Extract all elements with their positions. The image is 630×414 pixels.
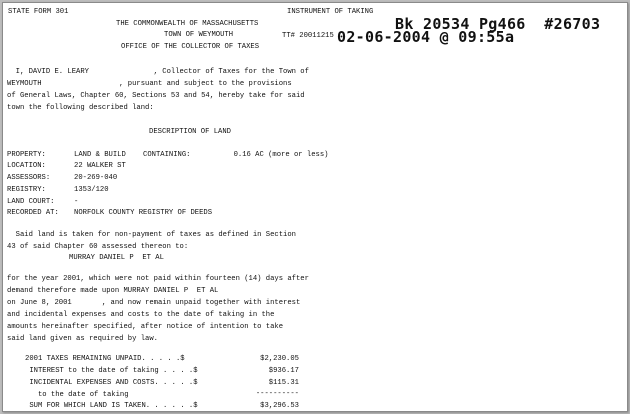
taking-line-1: Said land is taken for non-payment of taxes as defined in Section bbox=[7, 231, 296, 239]
year-line-5: amounts hereinafter specified, after notice of intention to take bbox=[7, 323, 284, 331]
registry-value: 1353/120 bbox=[74, 186, 109, 194]
amount-row-date-label: to the date of taking bbox=[25, 391, 129, 399]
taking-line-2: 43 of said Chapter 60 assessed thereon to: bbox=[7, 243, 189, 251]
land-court-value: - bbox=[74, 198, 79, 206]
amount-row-sum-label: SUM FOR WHICH LAND IS TAKEN. . . . . .$ bbox=[25, 402, 198, 410]
form-number: STATE FORM 301 bbox=[8, 8, 69, 16]
intro-line-4: town the following described land: bbox=[7, 104, 154, 112]
year-line-4: and incidental expenses and costs to the date of taking in the bbox=[7, 311, 275, 319]
property-label: PROPERTY: bbox=[7, 151, 46, 159]
amount-row-sum-value: $3,296.53 bbox=[260, 402, 299, 410]
intro-line-2: WEYMOUTH , pursuant and subject to the provisions bbox=[7, 80, 292, 88]
intro-line-1: I, DAVID E. LEARY , Collector of Taxes for the Town of bbox=[7, 68, 309, 76]
year-line-6: said land given as required by law. bbox=[7, 335, 158, 343]
town-heading: TOWN OF WEYMOUTH bbox=[164, 31, 234, 39]
land-court-label: LAND COURT: bbox=[7, 198, 55, 206]
year-line-1: for the year 2001, which were not paid within fourteen (14) days after bbox=[7, 275, 309, 283]
assessors-label: ASSESSORS: bbox=[7, 174, 51, 182]
description-heading: DESCRIPTION OF LAND bbox=[149, 128, 231, 136]
amount-row-expenses-value: $115.31 bbox=[268, 379, 299, 387]
recorded-at-value: NORFOLK COUNTY REGISTRY OF DEEDS bbox=[74, 209, 213, 217]
amount-row-taxes-value: $2,230.05 bbox=[260, 355, 299, 363]
owner-name: MURRAY DANIEL P ET AL bbox=[69, 254, 164, 262]
assessors-value: 20-269-040 bbox=[74, 174, 118, 182]
amount-row-interest-value: $936.17 bbox=[268, 367, 299, 375]
commonwealth-heading: THE COMMONWEALTH OF MASSACHUSETTS bbox=[116, 20, 259, 28]
year-line-2: demand therefore made upon MURRAY DANIEL P ET AL bbox=[7, 287, 219, 295]
amount-row-interest-label: INTEREST to the date of taking . . . .$ bbox=[25, 367, 198, 375]
location-label: LOCATION: bbox=[7, 162, 46, 170]
amount-row-taxes-label: 2001 TAXES REMAINING UNPAID. . . . .$ bbox=[25, 355, 185, 363]
office-heading: OFFICE OF THE COLLECTOR OF TAXES bbox=[121, 43, 260, 51]
document-type: INSTRUMENT OF TAKING bbox=[287, 8, 374, 16]
year-line-3: on June 8, 2001 , and now remain unpaid together with interest bbox=[7, 299, 301, 307]
location-value: 22 WALKER ST bbox=[74, 162, 126, 170]
tt-number: TT# 20011215 bbox=[282, 32, 334, 40]
registry-label: REGISTRY: bbox=[7, 186, 46, 194]
intro-line-3: of General Laws, Chapter 60, Sections 53 and 54, hereby take for said bbox=[7, 92, 305, 100]
document-page bbox=[2, 2, 628, 412]
recorded-at-label: RECORDED AT: bbox=[7, 209, 59, 217]
amount-row-separator: ---------- bbox=[255, 390, 299, 398]
registry-stamp-book-page: Bk 20534 Pg466 #26703 bbox=[395, 15, 601, 33]
amount-row-expenses-label: INCIDENTAL EXPENSES AND COSTS. . . . .$ bbox=[25, 379, 198, 387]
registry-stamp-datetime: 02-06-2004 @ 09:55a bbox=[337, 28, 515, 46]
property-value: LAND & BUILD CONTAINING: 0.16 AC (more or less) bbox=[74, 151, 329, 159]
